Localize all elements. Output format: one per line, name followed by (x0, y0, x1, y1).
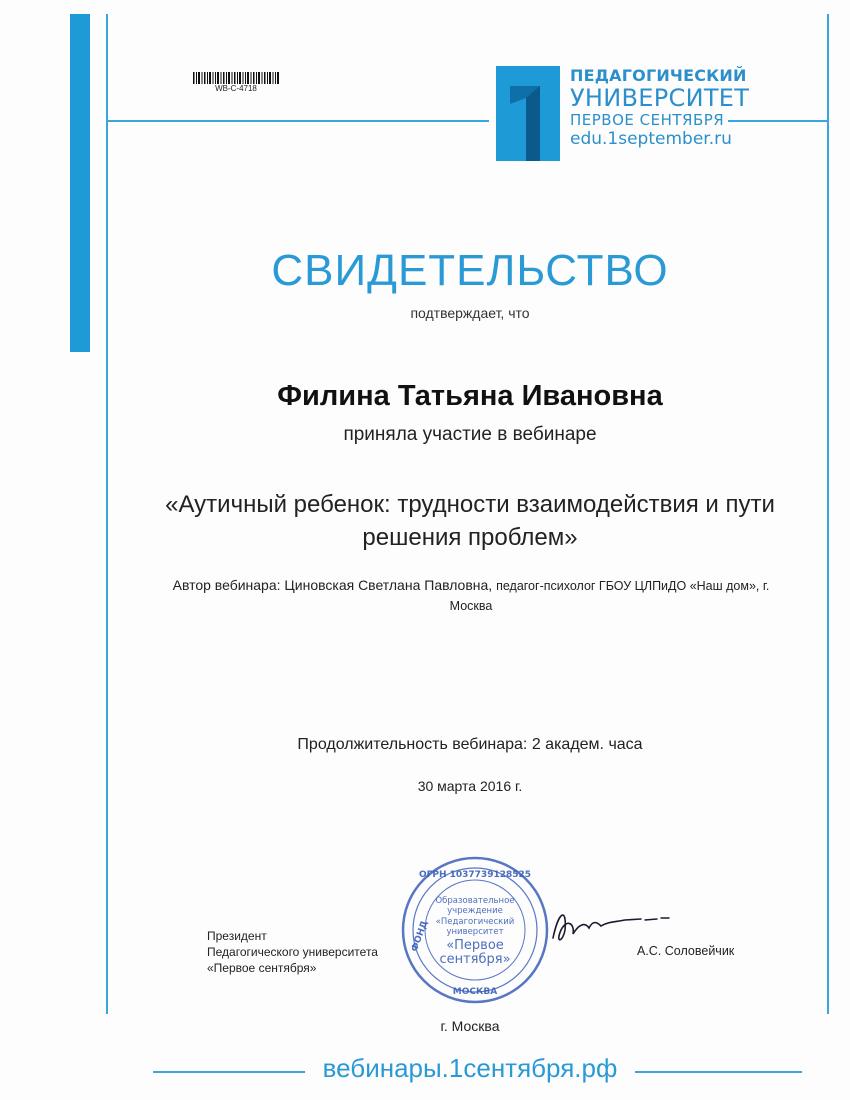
webinar-date: 30 марта 2016 г. (417, 778, 523, 794)
stamp-inner-line-2: учреждение (447, 906, 503, 916)
stamp-inner-line-6: сентября» (439, 952, 511, 967)
stamp-inner-line-3: «Педагогический (435, 917, 515, 927)
university-logo-text (570, 68, 749, 148)
author-label: Автор вебинара: Циновская Светлана Павловна, (172, 577, 493, 593)
stamp-inner-line-5: «Первое (446, 938, 504, 953)
certificate-title: СВИДЕТЕЛЬСТВО (271, 246, 669, 295)
stamp-inner-line-4: университет (446, 927, 504, 937)
president-role-line-3: «Первое сентября» (207, 961, 317, 975)
stamp-ring-top: ОГРН 1037739128525 (418, 870, 532, 880)
signer-name: А.С. Соловейчик (637, 944, 735, 958)
city: г. Москва (440, 1018, 500, 1034)
webinar-duration: Продолжительность вебинара: 2 академ. часа (297, 736, 643, 753)
university-logo-icon (496, 66, 560, 161)
confirms-text: подтверждает, что (410, 305, 530, 321)
president-title (207, 928, 378, 976)
author-position: педагог-психолог ГБОУ ЦЛПиДО «Наш дом», г. Москва (449, 579, 770, 613)
logo-line-3: ПЕРВОЕ СЕНТЯБРЯ (570, 111, 725, 129)
stamp-ring-left: ФОНД (409, 919, 431, 954)
participation-text: приняла участие в вебинаре (343, 424, 597, 445)
official-stamp (400, 855, 550, 1005)
barcode (193, 72, 279, 84)
logo-line-4: edu.1september.ru (570, 129, 732, 149)
president-role-line-1: Президент (207, 929, 267, 943)
webinar-title: «Аутичный ребенок: трудности взаимодействия и пути решения проблем» (165, 491, 775, 551)
webinar-author (165, 576, 777, 616)
president-role-line-2: Педагогического университета (207, 945, 378, 959)
footer-website-url: вебинары.1сентября.рф (322, 1053, 618, 1083)
stamp-inner-line-1: Образовательное (435, 896, 515, 906)
handwritten-signature (545, 900, 675, 950)
top-rule-left (106, 120, 489, 122)
participant-name: Филина Татьяна Ивановна (277, 380, 663, 412)
stamp-ring-bottom: МОСКВА (452, 987, 498, 997)
left-accent-stripe (70, 14, 90, 352)
barcode-number: WB-C-4718 (215, 84, 257, 93)
logo-line-2: УНИВЕРСИТЕТ (570, 84, 750, 112)
left-border-line (106, 14, 108, 1014)
right-border-line (827, 14, 829, 1014)
logo-line-1: ПЕДАГОГИЧЕСКИЙ (570, 66, 747, 85)
